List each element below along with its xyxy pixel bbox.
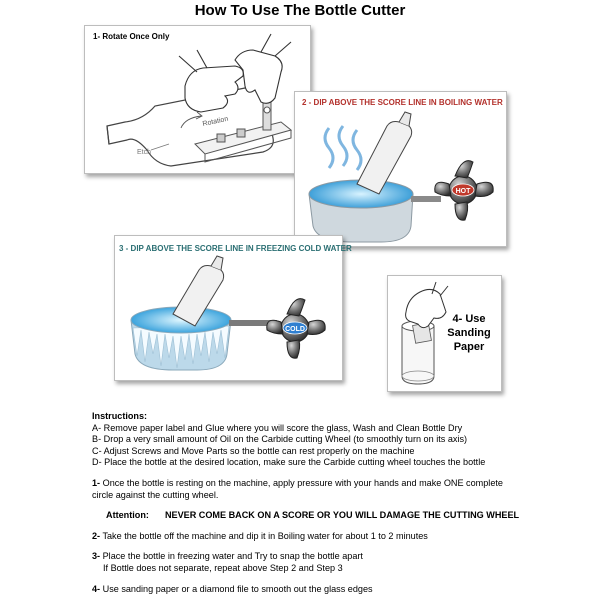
step4-text (443, 312, 495, 354)
cold-water-illustration (115, 236, 342, 380)
step4-instruction-text: Use sanding paper or a diamond file to smooth out the glass edges (100, 583, 373, 594)
step2-instruction (92, 531, 592, 543)
instructions-block (92, 411, 592, 595)
step4-line2: Sanding (447, 327, 491, 339)
step3-instruction-cont: If Bottle does not separate, repeat above Step 2 and Step 3 (103, 562, 343, 573)
step1-label: 1- Rotate Once Only (93, 32, 170, 41)
step3-panel (114, 235, 352, 381)
instruction-a: A- Remove paper label and Glue where you will score the glass, Wash and Clean Bottle Dry (92, 422, 463, 433)
step2-text: Take the bottle off the machine and dip it in Boiling water for about 1 to 2 minutes (100, 530, 428, 541)
instruction-d: D- Place the bottle at the desired location, make sure the Carbide cutting wheel touches the bottle (92, 457, 486, 468)
step2-panel (294, 91, 507, 247)
step3-text: Place the bottle in freezing water and Try to snap the bottle apart (100, 551, 363, 562)
cold-label: COLD (285, 326, 305, 333)
instruction-b: B- Drop a very small amount of Oil on the Carbide cutting Wheel (to smoothly turn on its axis) (92, 434, 468, 445)
instructions-heading: Instructions: (92, 411, 148, 421)
hot-label: HOT (455, 188, 471, 195)
instruction-c: C- Adjust Screws and Move Parts so the bottle can rest properly on the machine (92, 445, 415, 456)
rotation-label: Rotation (201, 115, 229, 128)
step4-line3: Paper (453, 341, 485, 353)
step1-instruction (92, 478, 592, 490)
step3-instruction (92, 551, 592, 563)
step3-label: 3 - DIP ABOVE THE SCORE LINE IN FREEZING COLD WATER (119, 244, 352, 253)
step3-number: 3- (92, 551, 101, 562)
attention-label: Attention: (106, 510, 149, 521)
step1-text: Once the bottle is resting on the machine, apply pressure with your hands and make ONE complete (100, 477, 503, 488)
bottle-on-cutter-illustration (85, 26, 310, 173)
step1-panel (84, 25, 311, 174)
step4-instruction (92, 584, 592, 596)
page-title: How To Use The Bottle Cutter (194, 2, 406, 19)
step1-instruction-cont: circle against the cutting wheel. (92, 489, 219, 500)
attention-text: NEVER COME BACK ON A SCORE OR YOU WILL DAMAGE THE CUTTING WHEEL (164, 510, 520, 521)
step4-number: 4- (92, 583, 101, 594)
step2-label: 2 - DIP ABOVE THE SCORE LINE IN BOILING WATER (302, 98, 503, 107)
attention-line (92, 510, 592, 522)
etch-label: Etch (137, 149, 152, 156)
step2-number: 2- (92, 530, 101, 541)
step1-number: 1- (92, 477, 101, 488)
step4-panel (387, 275, 502, 392)
boiling-water-illustration (295, 92, 506, 246)
step4-line1: 4- Use (452, 313, 486, 325)
